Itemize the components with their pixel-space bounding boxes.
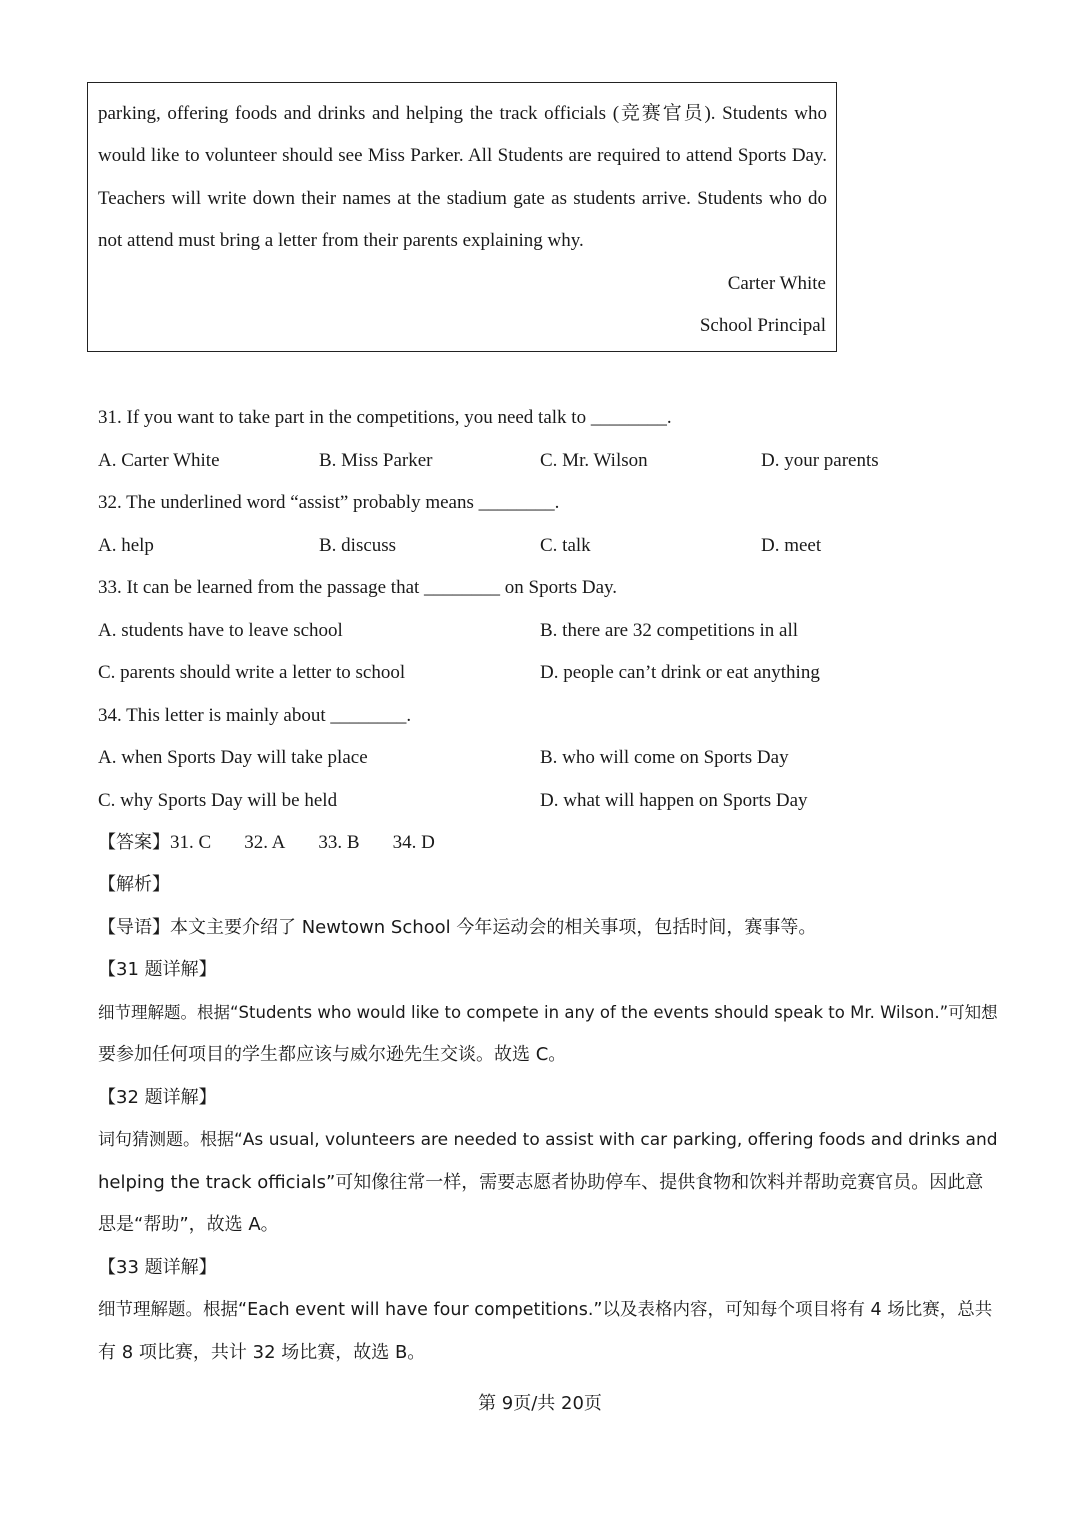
detail-line: 要参加任何项目的学生都应该与威尔逊先生交谈。故选 C。 — [98, 1044, 567, 1065]
detail-line: 词句猜测题。根据“As usual, volunteers are needed to assist with car parking, offering foods and drinks and — [98, 1130, 998, 1150]
signature-name: Carter White — [727, 273, 826, 294]
letter-line: would like to volunteer should see Miss Parker. All Students are required to attend Sports Day. — [98, 145, 827, 166]
analysis-label: 【解析】 — [98, 874, 170, 895]
option-a: A. students have to leave school — [98, 620, 343, 641]
detail-heading: 【31 题详解】 — [98, 959, 217, 980]
detail-heading: 【33 题详解】 — [98, 1257, 217, 1278]
option-c: C. Mr. Wilson — [540, 450, 648, 471]
letter-line: parking, offering foods and drinks and helping the track officials (竞赛官员). Students who — [98, 103, 827, 124]
option-c: C. talk — [540, 535, 591, 556]
option-a: A. when Sports Day will take place — [98, 747, 368, 768]
answer-line — [98, 831, 468, 855]
detail-line: 思是“帮助”，故选 A。 — [98, 1214, 279, 1235]
option-d: D. people can’t drink or eat anything — [540, 662, 820, 683]
detail-line: 细节理解题。根据“Students who would like to compete in any of the events should speak to Mr. Wilson.”可知想 — [98, 1003, 998, 1022]
answer-item: 31. C — [170, 832, 212, 853]
signature-title: School Principal — [699, 315, 826, 336]
option-c: C. why Sports Day will be held — [98, 790, 338, 811]
option-d: D. your parents — [761, 450, 879, 471]
question-stem: 33. It can be learned from the passage that ________ on Sports Day. — [98, 577, 618, 598]
option-a: A. Carter White — [98, 450, 220, 471]
letter-box — [87, 82, 837, 352]
guide-text: 【导语】本文主要介绍了 Newtown School 今年运动会的相关事项，包括时间，赛事等。 — [98, 917, 817, 938]
letter-line: not attend must bring a letter from their parents explaining why. — [98, 230, 584, 251]
letter-line: Teachers will write down their names at the stadium gate as students arrive. Students who do — [98, 188, 827, 209]
detail-line: 有 8 项比赛，共计 32 场比赛，故选 B。 — [98, 1342, 426, 1363]
option-a: A. help — [98, 535, 154, 556]
question-stem: 32. The underlined word “assist” probably means ________. — [98, 492, 560, 513]
question-stem: 34. This letter is mainly about ________. — [98, 705, 412, 726]
option-d: D. meet — [761, 535, 822, 556]
option-c: C. parents should write a letter to school — [98, 662, 406, 683]
option-b: B. who will come on Sports Day — [540, 747, 789, 768]
answer-item: 34. D — [392, 832, 435, 853]
answer-item: 32. A — [244, 832, 286, 853]
option-b: B. there are 32 competitions in all — [540, 620, 799, 641]
answer-label: 【答案】 — [98, 832, 170, 853]
option-b: B. discuss — [319, 535, 397, 556]
answer-item: 33. B — [318, 832, 360, 853]
option-d: D. what will happen on Sports Day — [540, 790, 808, 811]
detail-line: helping the track officials”可知像往常一样，需要志愿者协助停车、提供食物和饮料并帮助竞赛官员。因此意 — [98, 1172, 984, 1193]
option-b: B. Miss Parker — [319, 450, 433, 471]
question-stem: 31. If you want to take part in the competitions, you need talk to ________. — [98, 407, 672, 428]
detail-heading: 【32 题详解】 — [98, 1087, 217, 1108]
detail-line: 细节理解题。根据“Each event will have four competitions.”以及表格内容，可知每个项目将有 4 场比赛，总共 — [98, 1300, 993, 1320]
page-number: 第 9页/共 20页 — [478, 1393, 602, 1414]
